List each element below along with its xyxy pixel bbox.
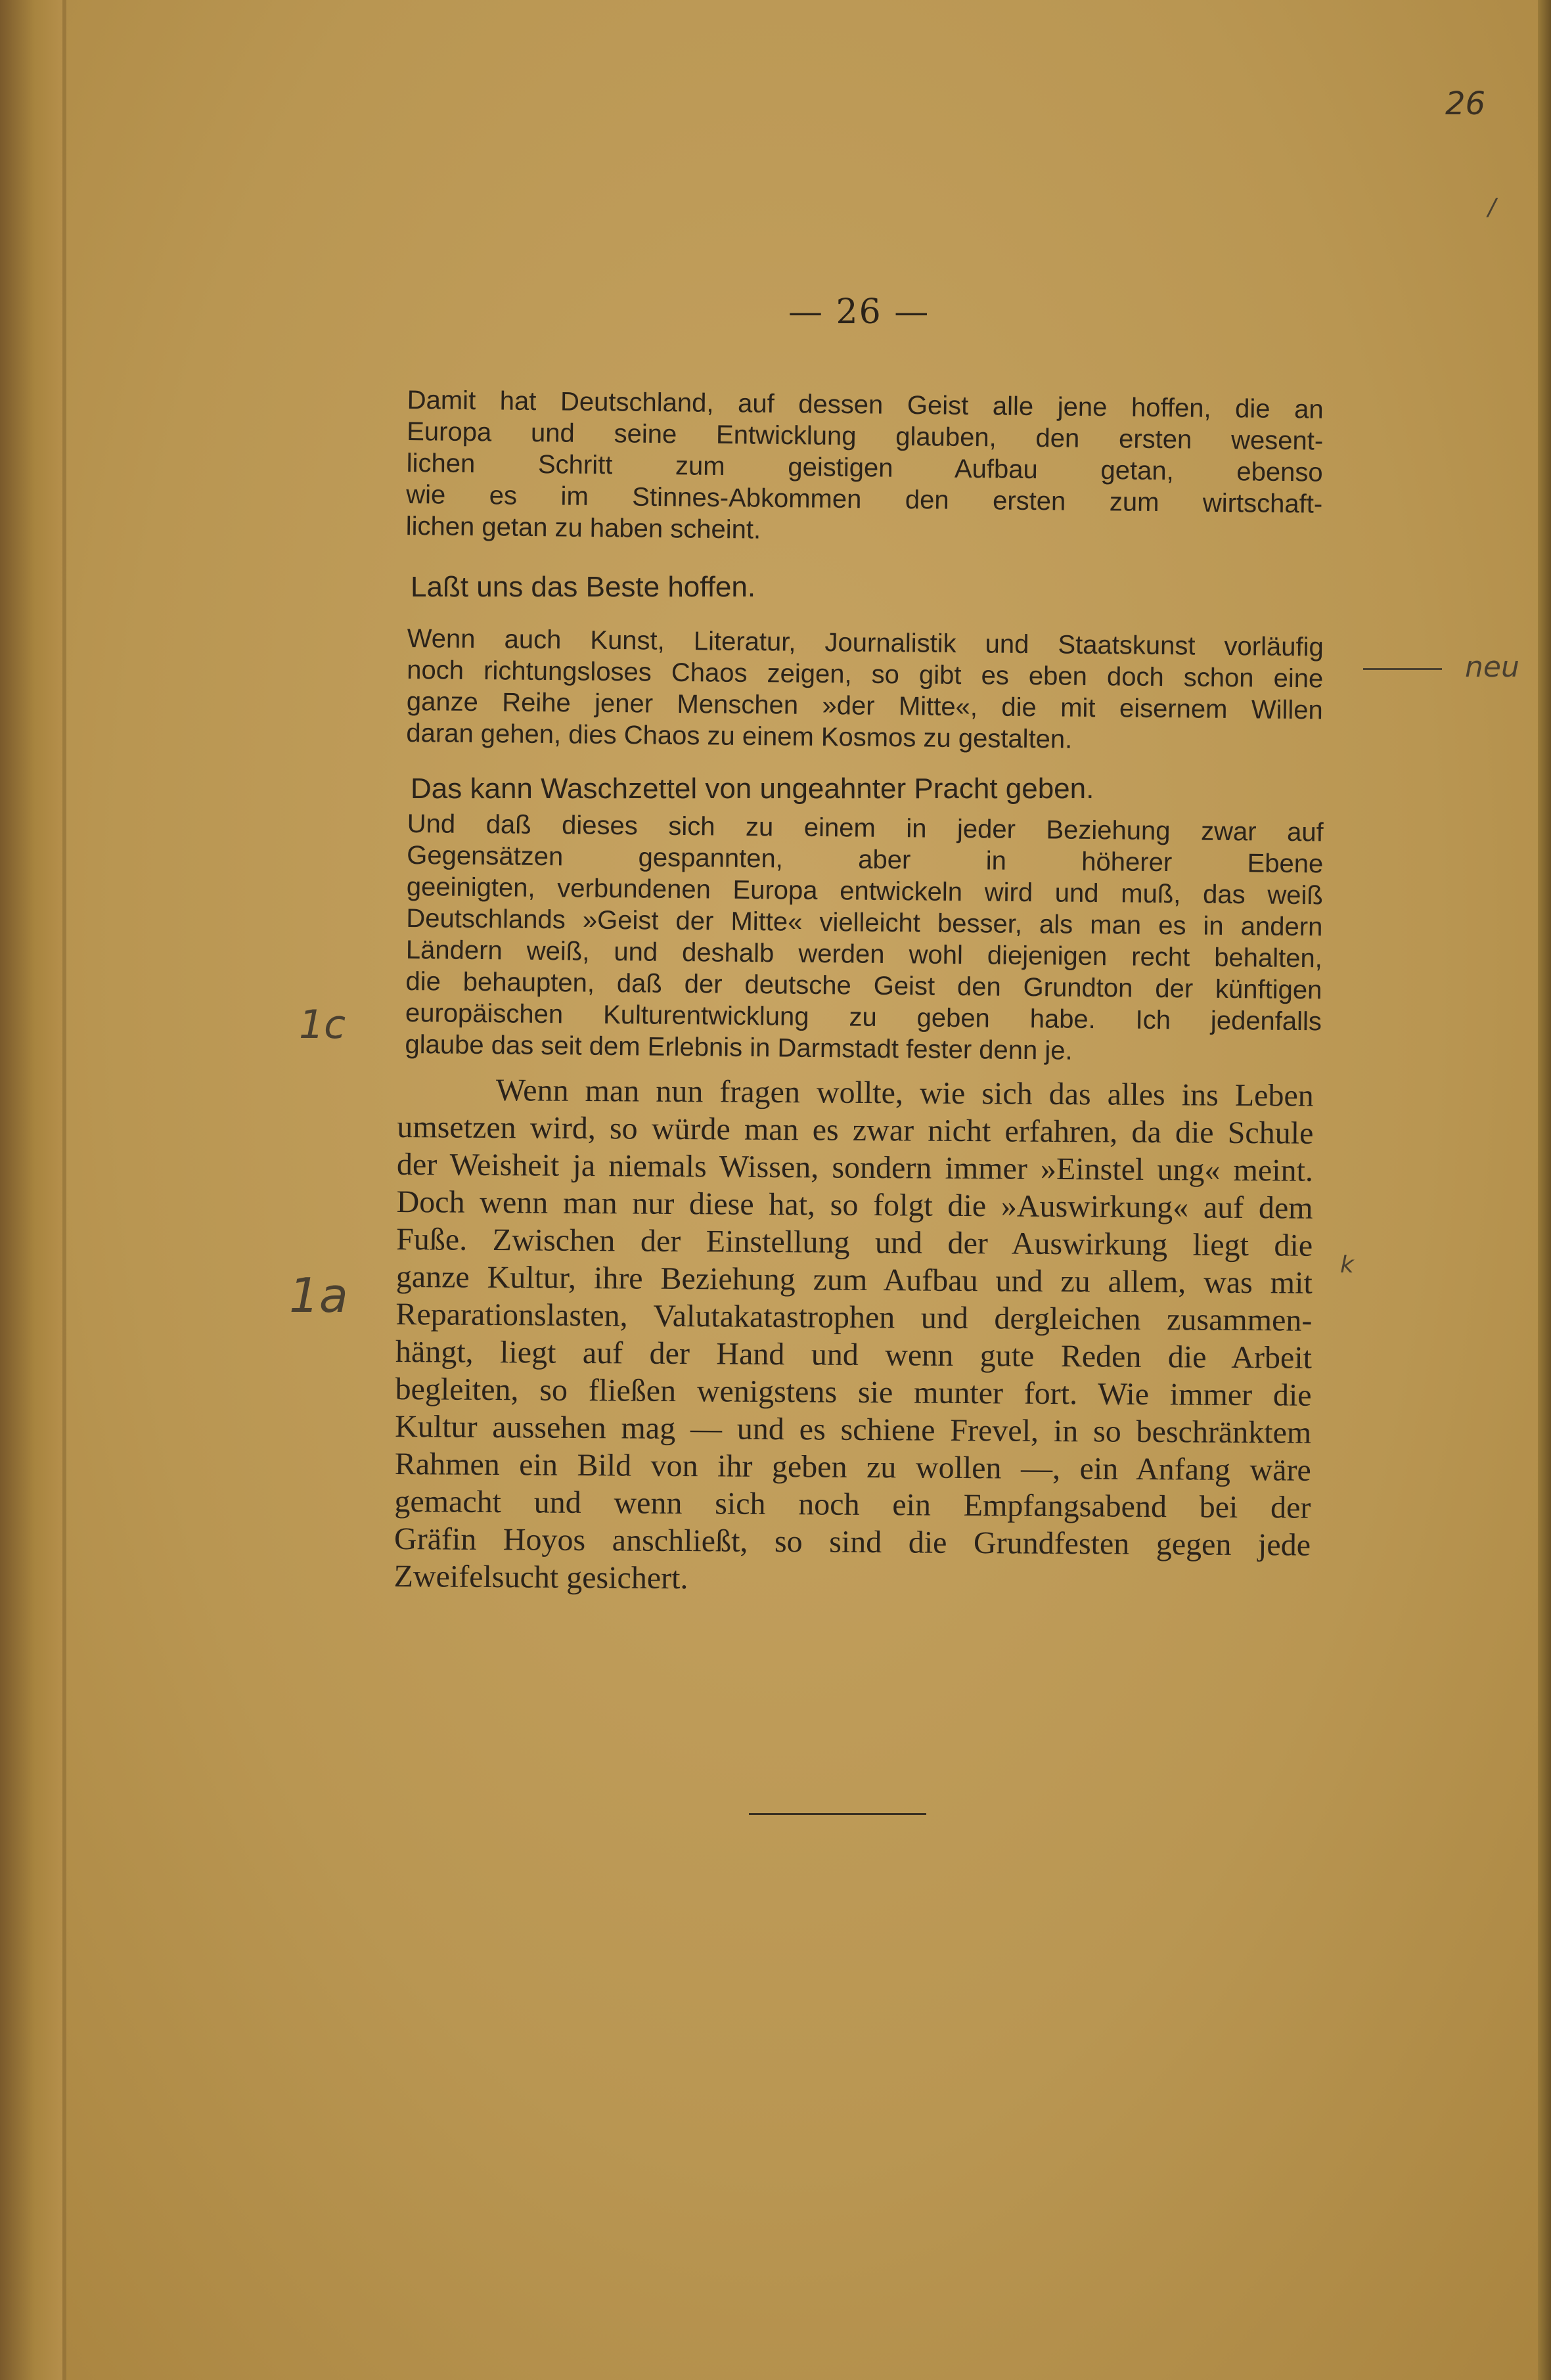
text-line: Doch wenn man nur diese hat, so folgt die »Auswirkung« auf dem xyxy=(396,1184,1313,1226)
text-line: Und daß dieses sich zu einem in jeder Beziehung zwar auf xyxy=(407,809,1324,847)
text-line: ganze Reihe jener Menschen »der Mitte«, die mit eisernem Willen xyxy=(406,686,1323,725)
text-line: Rahmen ein Bild von ihr geben zu wollen —, ein Anfang wäre xyxy=(394,1446,1311,1488)
paragraph-5 xyxy=(405,808,1324,1069)
text-line: lichen getan zu haben scheint. xyxy=(405,511,761,545)
text-line: Das kann Waschzettel von ungeahnter Pracht geben. xyxy=(411,773,1094,805)
margin-mark: k xyxy=(1340,1251,1354,1278)
paragraph-4 xyxy=(411,770,1166,808)
text-line: umsetzen wird, so würde man es zwar nicht erfahren, da die Schule xyxy=(397,1109,1314,1151)
text-line: glaube das seit dem Erlebnis in Darmstadt fester denn je. xyxy=(405,1029,1073,1066)
book-spine xyxy=(0,0,62,2380)
text-line: geeinigten, verbundenen Europa entwickeln wird und muß, das weiß xyxy=(406,872,1323,910)
text-line: ganze Kultur, ihre Beziehung zum Aufbau und zu allem, was mit xyxy=(395,1259,1313,1301)
text-line: europäischen Kulturentwicklung zu geben habe. Ich jedenfalls xyxy=(405,998,1322,1037)
text-line: gemacht und wenn sich noch ein Empfangsabend bei der xyxy=(394,1483,1311,1525)
text-line: Gräfin Hoyos anschließt, so sind die Grundfesten gegen jede xyxy=(393,1521,1311,1563)
text-line: Kultur aussehen mag — und es schiene Frevel, in so beschränktem xyxy=(395,1408,1312,1450)
text-line: Reparationslasten, Valutakatastrophen und dergleichen zusammen- xyxy=(395,1296,1313,1338)
text-line: Europa und seine Entwicklung glauben, den ersten wesent- xyxy=(407,416,1324,456)
text-line: wie es im Stinnes-Abkommen den ersten zum wirtschaft- xyxy=(406,480,1323,519)
text-line: Wenn man nun fragen wollte, wie sich das alles ins Leben xyxy=(495,1073,1314,1113)
page-number: — 26 — xyxy=(788,292,930,332)
text-line: Damit hat Deutschland, auf dessen Geist alle jene hoffen, die an xyxy=(407,385,1324,424)
margin-note-right xyxy=(1363,650,1519,684)
page-fold xyxy=(62,0,66,2380)
paragraph-6 xyxy=(393,1071,1314,1602)
text-line: Ländern weiß, und deshalb werden wohl diejenigen recht behalten, xyxy=(405,935,1323,974)
page-edge xyxy=(1538,0,1551,2380)
text-line: Deutschlands »Geist der Mitte« vielleicht besser, als man es in andern xyxy=(406,903,1323,942)
margin-note-left-1: 1c xyxy=(299,1002,346,1048)
text-line: Gegensätzen gespannten, aber in höherer Ebene xyxy=(407,840,1324,879)
text-line: noch richtungsloses Chaos zeigen, so gibt es eben doch schon eine xyxy=(407,655,1324,694)
text-line: lichen Schritt zum geistigen Aufbau getan, ebenso xyxy=(406,448,1323,487)
closing-rule xyxy=(749,1813,926,1815)
margin-note-text: neu xyxy=(1465,650,1519,684)
paragraph-1 xyxy=(405,384,1323,552)
text-line: die behaupten, daß der deutsche Geist den Grundton der künftigen xyxy=(405,966,1322,1005)
text-line: Fuße. Zwischen der Einstellung und der Auswirkung liegt die xyxy=(396,1221,1313,1263)
text-line: daran gehen, dies Chaos zu einem Kosmos zu gestalten. xyxy=(406,718,1073,754)
text-line: Wenn auch Kunst, Literatur, Journalistik und Staatskunst vorläufig xyxy=(407,623,1324,662)
text-line: Laßt uns das Beste hoffen. xyxy=(411,571,756,603)
margin-dash xyxy=(1363,668,1442,670)
margin-note-left-2: 1a xyxy=(289,1268,348,1323)
corner-pencil-mark: / xyxy=(1488,194,1496,221)
paragraph-2 xyxy=(411,568,870,606)
text-line: Zweifelsucht gesichert. xyxy=(393,1558,688,1596)
paragraph-3 xyxy=(406,623,1324,757)
folio-number: 26 xyxy=(1445,85,1486,122)
text-line: hängt, liegt auf der Hand und wenn gute Reden die Arbeit xyxy=(395,1334,1313,1376)
text-line: begleiten, so fließen wenigstens sie munter fort. Wie immer die xyxy=(395,1371,1312,1413)
text-line: der Weisheit ja niemals Wissen, sondern immer »Einstel ung« meint. xyxy=(396,1146,1314,1188)
